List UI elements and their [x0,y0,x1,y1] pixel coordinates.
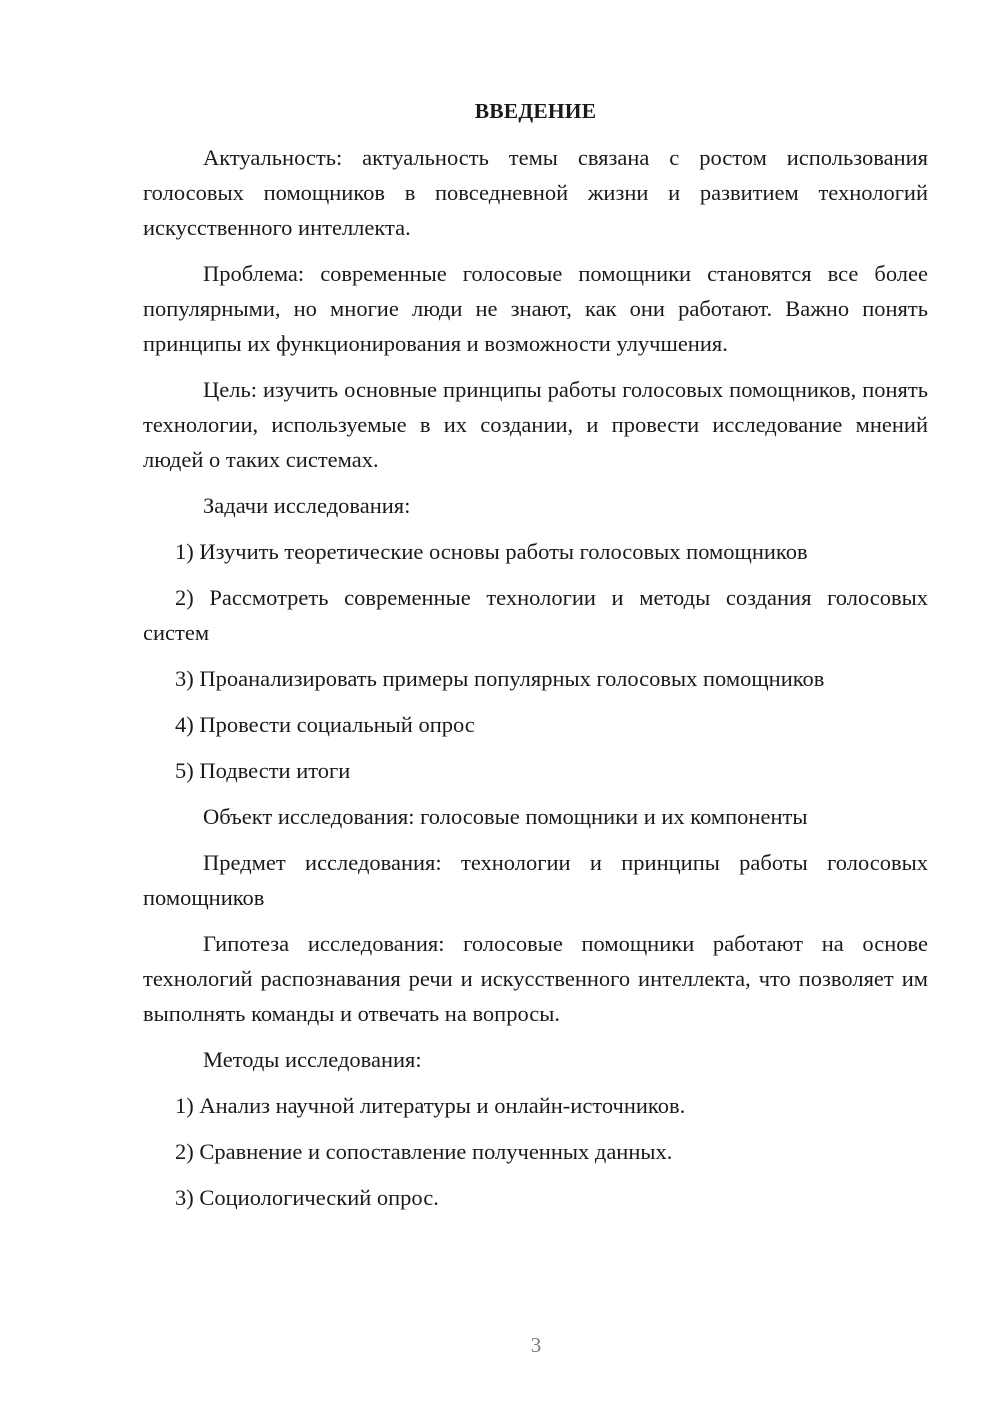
task-item-5: 5) Подвести итоги [175,758,351,783]
relevance-paragraph: Актуальность: актуальность темы связана с ростом использования голосовых помощников в повседневной жизни и развитием технологий искусственного интеллекта. [143,145,928,240]
task-item-3: 3) Проанализировать примеры популярных голосовых помощников [175,666,825,691]
hypothesis-paragraph: Гипотеза исследования: голосовые помощники работают на основе технологий распознавания речи и искусственного интеллекта, что позволяет им выполнять команды и отвечать на вопросы. [143,931,928,1026]
task-item-2: 2) Рассмотреть современные технологии и методы создания голосовых систем [143,585,928,645]
page-content [143,94,928,1226]
tasks-heading: Задачи исследования: [203,493,411,518]
method-item-3: 3) Социологический опрос. [175,1185,439,1210]
methods-heading: Методы исследования: [203,1047,422,1072]
page-number: 3 [530,1333,542,1357]
method-item-2: 2) Сравнение и сопоставление полученных данных. [175,1139,673,1164]
subject-paragraph: Предмет исследования: технологии и принципы работы голосовых помощников [143,850,928,910]
method-item-1: 1) Анализ научной литературы и онлайн-источников. [175,1093,686,1118]
section-title: ВВЕДЕНИЕ [474,99,597,123]
object-paragraph: Объект исследования: голосовые помощники и их компоненты [203,804,808,829]
goal-paragraph: Цель: изучить основные принципы работы голосовых помощников, понять технологии, используемые в их создании, и провести исследование мнений людей о таких системах. [143,377,928,472]
problem-paragraph: Проблема: современные голосовые помощники становятся все более популярными, но многие люди не знают, как они работают. Важно понять принципы их функционирования и возможности улучшения. [143,261,928,356]
task-item-1: 1) Изучить теоретические основы работы голосовых помощников [175,539,808,564]
task-item-4: 4) Провести социальный опрос [175,712,475,737]
